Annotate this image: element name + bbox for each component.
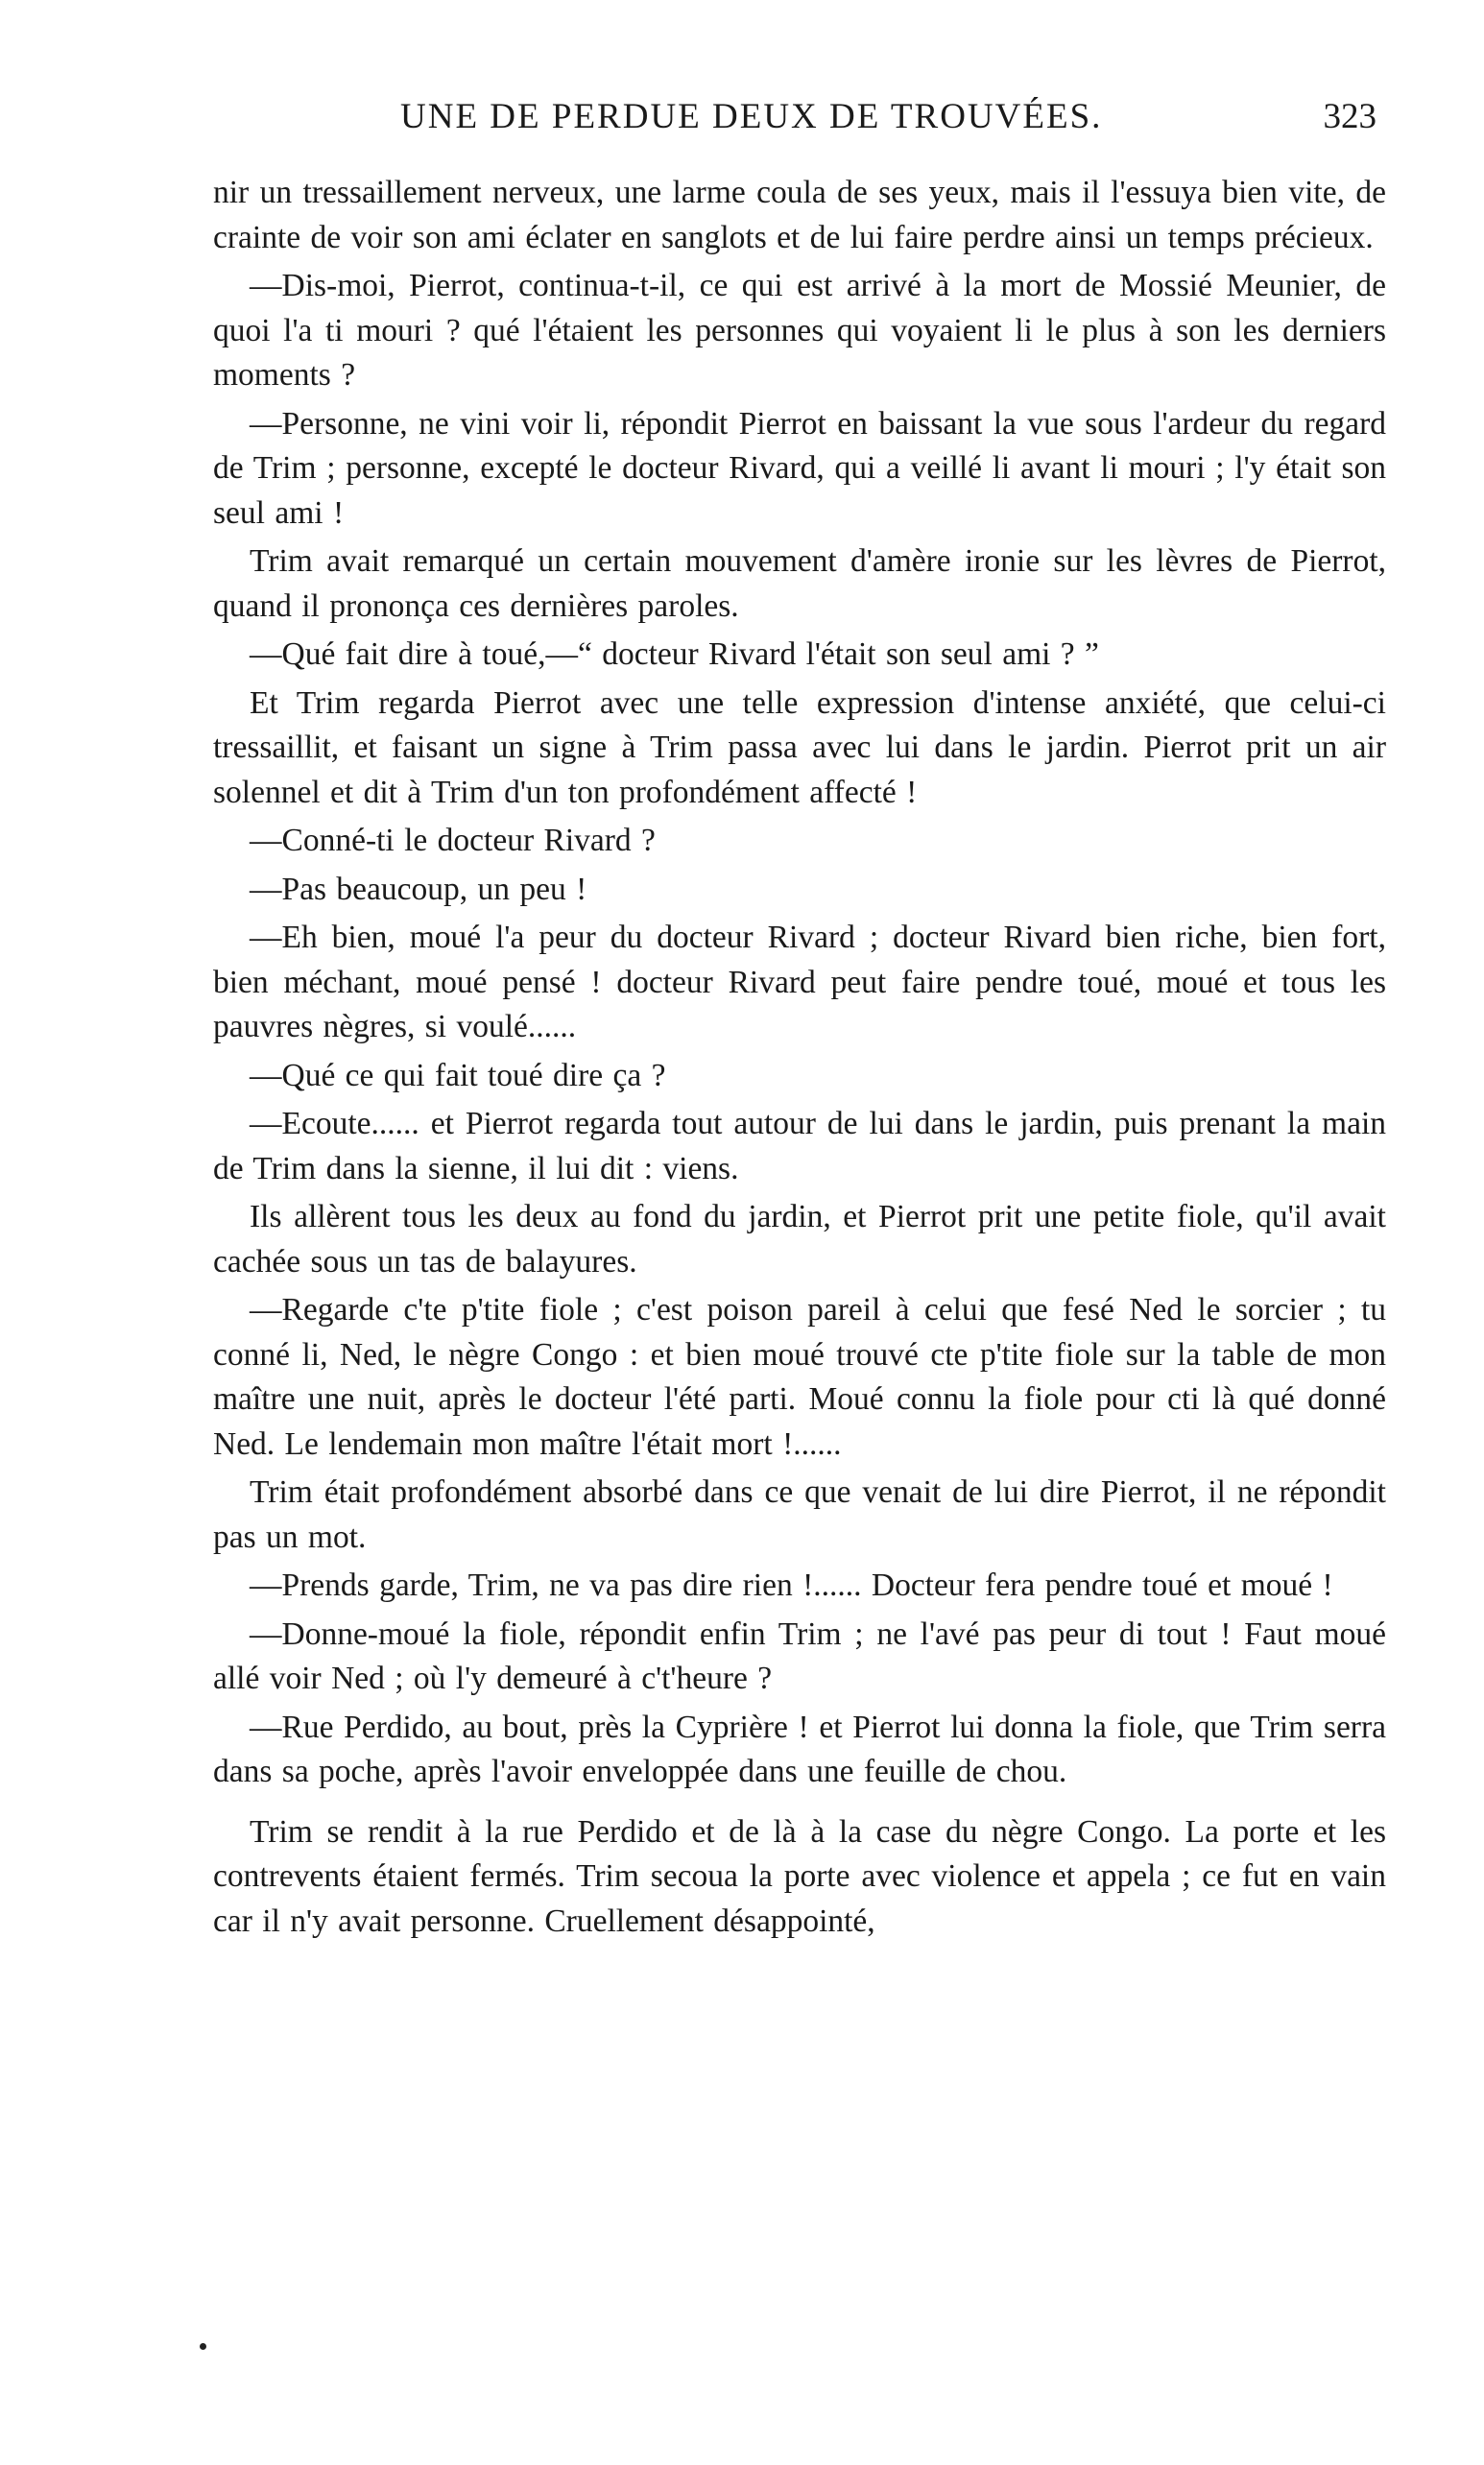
paragraph-dialogue: —Qué ce qui fait toué dire ça ? — [250, 1057, 666, 1093]
paragraph-narration: Ils allèrent tous les deux au fond du jardin, et Pierrot prit une petite fiole, qu'il avait cachée sous un tas de balayures. — [213, 1199, 1386, 1280]
paragraph-dialogue: —Prends garde, Trim, ne va pas dire rien !...... Docteur fera pendre toué et moué ! — [250, 1568, 1333, 1603]
paragraph-dialogue: —Conné-ti le docteur Rivard ? — [250, 823, 656, 858]
paragraph-dialogue: —Rue Perdido, au bout, près la Cyprière ! et Pierrot lui donna la fiole, que Trim serra dans sa poche, après l'avoir enveloppée dans une feuille de chou. — [213, 1709, 1386, 1789]
stray-ink-dot — [200, 2343, 206, 2350]
paragraph-narration: Et Trim regarda Pierrot avec une telle expression d'intense anxiété, que celui-ci tressaillit, et faisant un signe à Trim passa avec lui dans le jardin. Pierrot prit un air solennel et dit à Trim d'un ton profondément affecté ! — [213, 684, 1386, 810]
paragraph-narration: Trim se rendit à la rue Perdido et de là à la case du nègre Congo. La porte et les contrevents étaient fermés. Trim secoua la porte avec violence et appela ; ce fut en vain car il n'y avait personne. Cruellement désappointé, — [213, 1813, 1386, 1939]
paragraph-narration: Trim était profondément absorbé dans ce que venait de lui dire Pierrot, il ne répondit pas un mot. — [213, 1474, 1386, 1555]
paragraph-dialogue: —Qué fait dire à toué,—“ docteur Rivard l'était son seul ami ? ” — [250, 636, 1099, 672]
paragraph-dialogue: —Dis-moi, Pierrot, continua-t-il, ce qui est arrivé à la mort de Mossié Meunier, de quoi l'a ti mouri ? qué l'étaient les personnes qui voyaient li le plus à son les derniers moments ? — [213, 268, 1386, 393]
paragraph-narration: Trim avait remarqué un certain mouvement d'amère ironie sur les lèvres de Pierrot, quand il prononça ces dernières paroles. — [213, 543, 1386, 624]
paragraph-dialogue: —Pas beaucoup, un peu ! — [250, 871, 587, 907]
paragraph-dialogue: —Donne-moué la fiole, répondit enfin Trim ; ne l'avé pas peur di tout ! Faut moué allé voir Ned ; où l'y demeuré à c't'heure ? — [213, 1615, 1386, 1696]
running-title: UNE DE PERDUE DEUX DE TROUVÉES. — [400, 97, 1103, 136]
paragraph-dialogue: —Eh bien, moué l'a peur du docteur Rivard ; docteur Rivard bien riche, bien fort, bien méchant, moué pensé ! docteur Rivard peut faire pendre toué, moué et tous les pauvres nègres, si voulé...... — [213, 920, 1386, 1044]
paragraph-continuation: nir un tressaillement nerveux, une larme coula de ses yeux, mais il l'essuya bien vite, de crainte de voir son ami éclater en sanglots et de lui faire perdre ainsi un temps précieux. — [213, 175, 1386, 255]
paragraph-dialogue: —Personne, ne vini voir li, répondit Pierrot en baissant la vue sous l'ardeur du regard de Trim ; personne, excepté le docteur Rivard, qui a veillé li avant li mouri ; l'y était son seul ami ! — [213, 405, 1386, 531]
body-text — [213, 171, 1386, 1948]
running-head — [213, 96, 1386, 154]
paragraph-dialogue: —Regarde c'te p'tite fiole ; c'est poison pareil à celui que fesé Ned le sorcier ; tu conné li, Ned, le nègre Congo : et bien moué trouvé cte p'tite fiole sur la table de mon maître une nuit, après le docteur l'été parti. Moué connu la fiole pour cti là qué donné Ned. Le lendemain mon maître l'était mort !...... — [213, 1292, 1386, 1462]
page-number: 323 — [1323, 97, 1376, 136]
paragraph-dialogue: —Ecoute...... et Pierrot regarda tout autour de lui dans le jardin, puis prenant la main de Trim dans la sienne, il lui dit : viens. — [213, 1106, 1386, 1186]
